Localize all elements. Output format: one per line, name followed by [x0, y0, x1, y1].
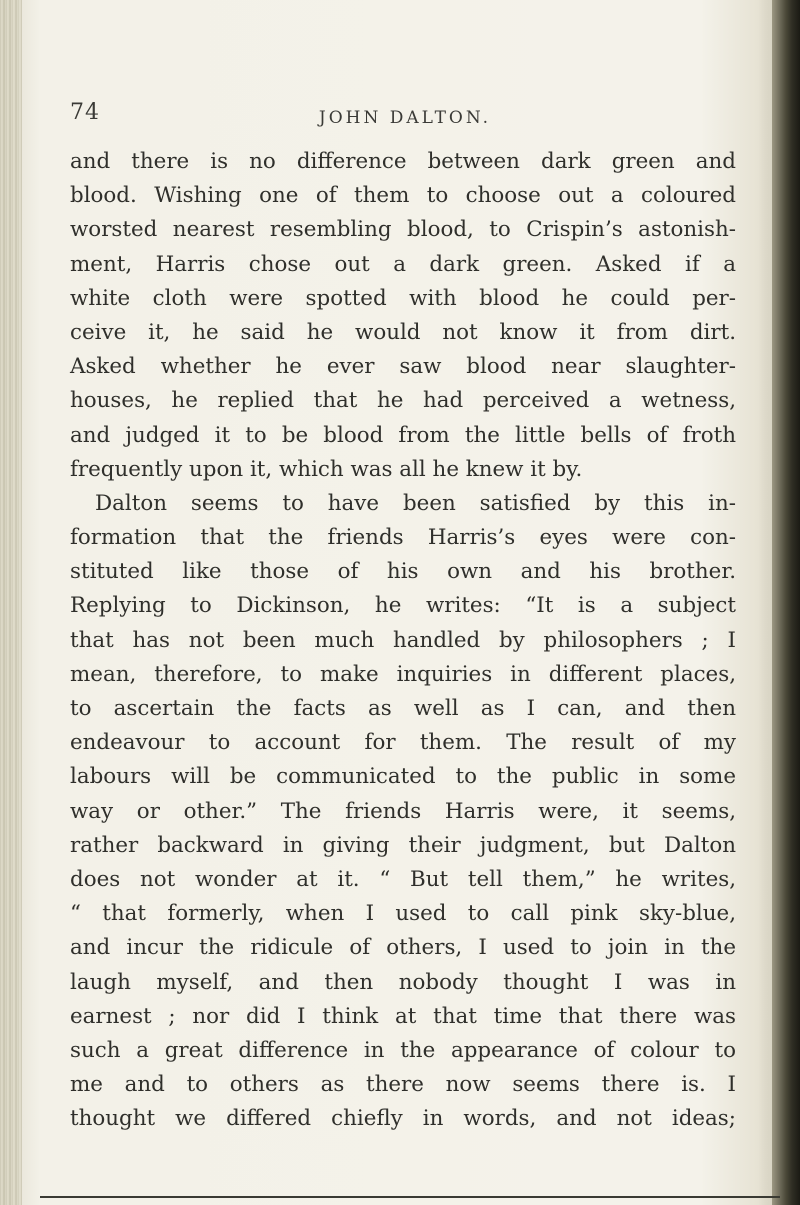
bottom-page-edge [40, 1196, 780, 1198]
body-text [70, 145, 736, 1136]
text-line: laugh myself, and then nobody thought I was in [70, 969, 736, 995]
text-line: mean, therefore, to make inquiries in different places, [70, 661, 736, 687]
text-line: earnest ; nor did I think at that time that there was [70, 1003, 736, 1029]
text-line: me and to others as there now seems there is. I [70, 1072, 736, 1098]
text-line: and there is no difference between dark green and [70, 149, 736, 174]
text-line: endeavour to account for them. The result of my [70, 730, 736, 756]
text-line: formation that the friends Harris’s eyes were con- [70, 525, 736, 551]
text-line: ceive it, he said he would not know it from dirt. [70, 319, 736, 345]
right-page-shading [758, 0, 772, 1205]
text-line: way or other.” The friends Harris were, it seems, [70, 798, 736, 824]
page-number: 74 [70, 100, 100, 125]
text-line: worsted nearest resembling blood, to Crispin’s astonish- [70, 217, 736, 243]
text-line: rather backward in giving their judgment, but Dalton [70, 832, 736, 858]
text-line: Asked whether he ever saw blood near slaughter- [70, 354, 736, 380]
text-line: such a great difference in the appearance of colour to [70, 1037, 736, 1063]
text-line: and incur the ridicule of others, I used to join in the [70, 935, 736, 961]
text-line: that has not been much handled by philosophers ; I [70, 627, 736, 653]
text-line: thought we differed chiefly in words, and not ideas; [70, 1106, 736, 1132]
text-line: Replying to Dickinson, he writes: “It is a subject [70, 593, 736, 619]
text-line: and judged it to be blood from the little bells of froth [70, 422, 736, 448]
text-line: “ that formerly, when I used to call pink sky-blue, [70, 901, 736, 927]
text-line: stituted like those of his own and his brother. [70, 559, 736, 585]
text-line: blood. Wishing one of them to choose out a coloured [70, 183, 736, 209]
text-line: white cloth were spotted with blood he could per- [70, 285, 736, 311]
right-page-edge [772, 0, 800, 1205]
left-binding-edge [0, 0, 22, 1205]
running-head: JOHN DALTON. [318, 108, 492, 128]
text-line: Dalton seems to have been satisfied by this in- [95, 490, 736, 516]
text-line: to ascertain the facts as well as I can, and then [70, 696, 736, 721]
text-line: frequently upon it, which was all he knew it by. [70, 456, 583, 482]
text-line: ment, Harris chose out a dark green. Asked if a [70, 251, 736, 277]
text-line: does not wonder at it. “ But tell them,” he writes, [70, 866, 736, 892]
text-line: labours will be communicated to the public in some [70, 764, 736, 790]
text-line: houses, he replied that he had perceived a wetness, [70, 388, 736, 414]
page-header [70, 100, 740, 140]
